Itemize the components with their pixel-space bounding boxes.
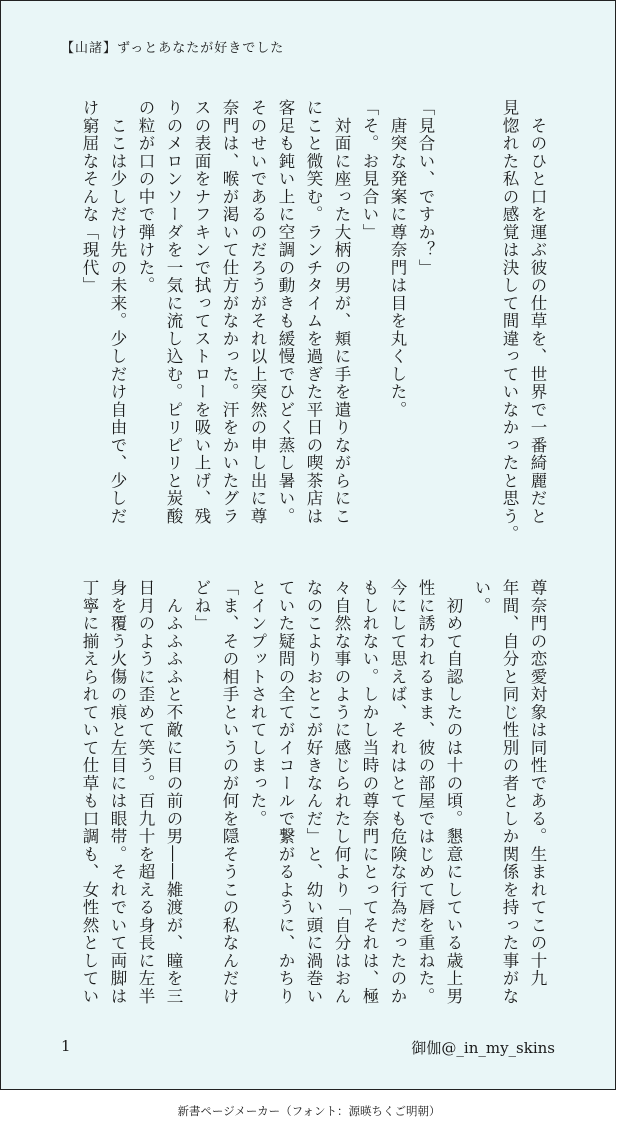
text-column: なのこよりおとこが好きなんだ」と、幼い頭に渦巻い	[304, 579, 323, 1005]
text-column: 身を覆う火傷の痕と左目には眼帯。それでいて両脚は	[108, 579, 127, 1005]
text-column: 日月のように歪めて笑う。百九十を超える身長に左半	[136, 579, 155, 1005]
text-column: い。	[472, 579, 491, 615]
text-column: スの表面をナフキンで拭ってストローを吸い上げ、残	[192, 99, 211, 525]
text-column: そのひと口を運ぶ彼の仕草を、世界で一番綺麗だと	[528, 99, 547, 525]
bottom-text-block	[75, 579, 551, 1029]
text-column	[439, 99, 467, 547]
text-column: りのメロンソーダを一気に流し込む。ピリピリと炭酸	[164, 99, 183, 525]
text-column: け窮屈なそんな「現代」	[80, 99, 99, 295]
text-column: そのせいであるのだろうがそれ以上突然の申し出に尊	[248, 99, 267, 525]
text-column: 今にして思えば、それはとても危険な行為だったのか	[388, 579, 407, 1005]
text-column: 「ま、その相手というのが何を隠そうこの私なんだけ	[220, 579, 239, 1005]
text-column: 丁寧に揃えられていて仕草も口調も、女性然としてい	[80, 579, 99, 1005]
text-column: 性に誘われるまま、彼の部屋ではじめて唇を重ねた。	[416, 579, 435, 1005]
text-column: 対面に座った大柄の男が、頬に手を遣りながらにこ	[332, 99, 351, 525]
page-number: 1	[61, 1037, 71, 1055]
text-column: んふふふふと不敵に目の前の男――雑渡が、瞳を三	[164, 579, 183, 1005]
page-header-title: 【山諸】ずっとあなたが好きでした	[61, 41, 285, 56]
text-column: ここは少しだけ先の未来。少しだけ自由で、少しだ	[108, 99, 127, 525]
text-column: 客足も鈍い上に空調の動きも緩慢でひどく蒸し暑い。	[276, 99, 295, 525]
text-column: 年間、自分と同じ性別の者としか関係を持った事がな	[500, 579, 519, 1005]
text-column: の粒が口の中で弾けた。	[136, 99, 155, 295]
text-column: どね」	[192, 579, 211, 633]
text-column: 奈門は、喉が渇いて仕方がなかった。汗をかいたグラ	[220, 99, 239, 525]
text-column: 尊奈門の恋愛対象は同性である。生まれてこの十九	[528, 579, 547, 988]
text-column: 々自然な事のように感じられたし何より「自分はおん	[332, 579, 351, 1005]
text-column: 初めて自認したのは十の頃。懇意にしている歳上男	[444, 579, 463, 1005]
text-column: にこと微笑む。ランチタイムを過ぎた平日の喫茶店は	[304, 99, 323, 525]
text-column: ていた疑問の全てがイコールで繋がるように、かちり	[276, 579, 295, 1005]
text-column: 見惚れた私の感覚は決して間違っていなかったと思う。	[500, 99, 519, 543]
text-column: 唐突な発案に尊奈門は目を丸くした。	[388, 99, 407, 419]
author-credit: 御伽@_in_my_skins	[411, 1039, 555, 1057]
generator-footer: 新書ページメーカー（フォント：源暎ちくご明朝）	[177, 1104, 441, 1118]
text-column: もしれない。しかし当時の尊奈門にとってそれは、極	[360, 579, 379, 1005]
text-column	[467, 99, 495, 547]
text-column: 「見合い、ですか？」	[416, 99, 435, 277]
top-text-block	[75, 99, 551, 547]
text-column: とインプットされてしまった。	[248, 579, 267, 828]
text-column: 「そ。お見合い」	[360, 99, 379, 241]
